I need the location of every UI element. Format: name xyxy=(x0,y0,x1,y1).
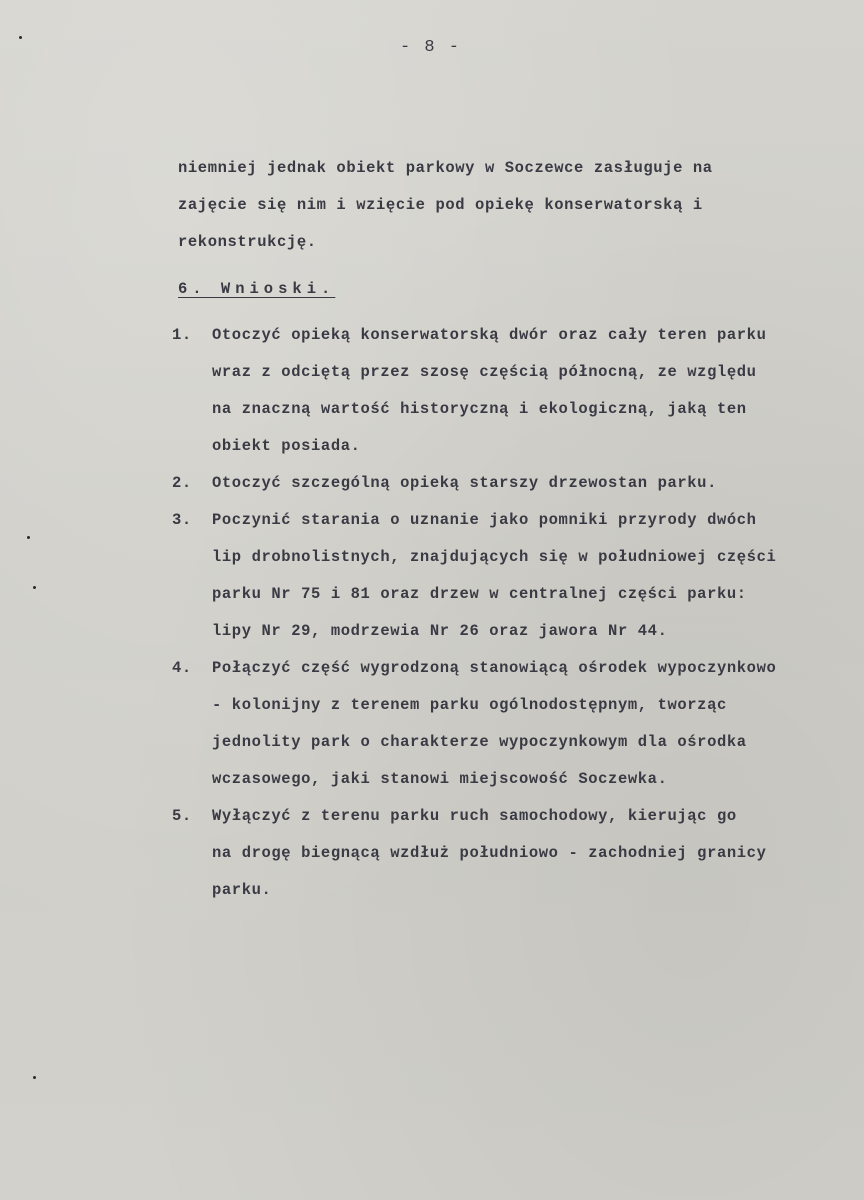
text-line: obiekt posiada. xyxy=(212,437,361,455)
text-line: Wyłączyć z terenu parku ruch samochodowy, kierując go xyxy=(212,807,737,825)
page-number: - 8 - xyxy=(400,38,462,57)
text-line: - kolonijny z terenem parku ogólnodostępnym, tworząc xyxy=(212,696,727,714)
text-line: wraz z odciętą przez szosę częścią północną, ze względu xyxy=(212,363,757,381)
text-line: parku. xyxy=(212,881,272,899)
margin-mark xyxy=(19,36,22,39)
text-line: Otoczyć szczególną opieką starszy drzewostan parku. xyxy=(212,474,717,492)
text-line: niemniej jednak obiekt parkowy w Soczewce zasługuje na xyxy=(178,159,713,177)
list-item-number: 3. xyxy=(172,511,192,529)
text-line: Poczynić starania o uznanie jako pomniki przyrody dwóch xyxy=(212,511,757,529)
section-heading: 6. Wnioski. xyxy=(178,280,336,298)
margin-mark xyxy=(33,586,36,589)
list-item-number: 5. xyxy=(172,807,192,825)
list-item-number: 2. xyxy=(172,474,192,492)
text-line: na drogę biegnącą wzdłuż południowo - zachodniej granicy xyxy=(212,844,767,862)
document-body xyxy=(172,150,828,909)
text-line: Otoczyć opieką konserwatorską dwór oraz cały teren parku xyxy=(212,326,767,344)
intro-paragraph xyxy=(178,150,828,261)
text-line: lipy Nr 29, modrzewia Nr 26 oraz jawora Nr 44. xyxy=(212,622,668,640)
text-line: jednolity park o charakterze wypoczynkowym dla ośrodka xyxy=(212,733,747,751)
text-line: parku Nr 75 i 81 oraz drzew w centralnej części parku: xyxy=(212,585,747,603)
margin-mark xyxy=(33,1076,36,1079)
list-item-number: 1. xyxy=(172,326,192,344)
list-item-number: 4. xyxy=(172,659,192,677)
text-line: wczasowego, jaki stanowi miejscowość Soczewka. xyxy=(212,770,668,788)
text-line: zajęcie się nim i wzięcie pod opiekę konserwatorską i xyxy=(178,196,703,214)
list-item xyxy=(172,650,828,798)
list-item xyxy=(172,502,828,650)
list-item xyxy=(172,465,828,502)
margin-mark xyxy=(27,536,30,539)
text-line: rekonstrukcję. xyxy=(178,233,317,251)
list-item xyxy=(172,317,828,465)
text-line: lip drobnolistnych, znajdujących się w południowej części xyxy=(212,548,777,566)
list-item xyxy=(172,798,828,909)
conclusions-list xyxy=(172,317,828,909)
text-line: Połączyć część wygrodzoną stanowiącą ośrodek wypoczynkowo xyxy=(212,659,777,677)
text-line: na znaczną wartość historyczną i ekologiczną, jaką ten xyxy=(212,400,747,418)
